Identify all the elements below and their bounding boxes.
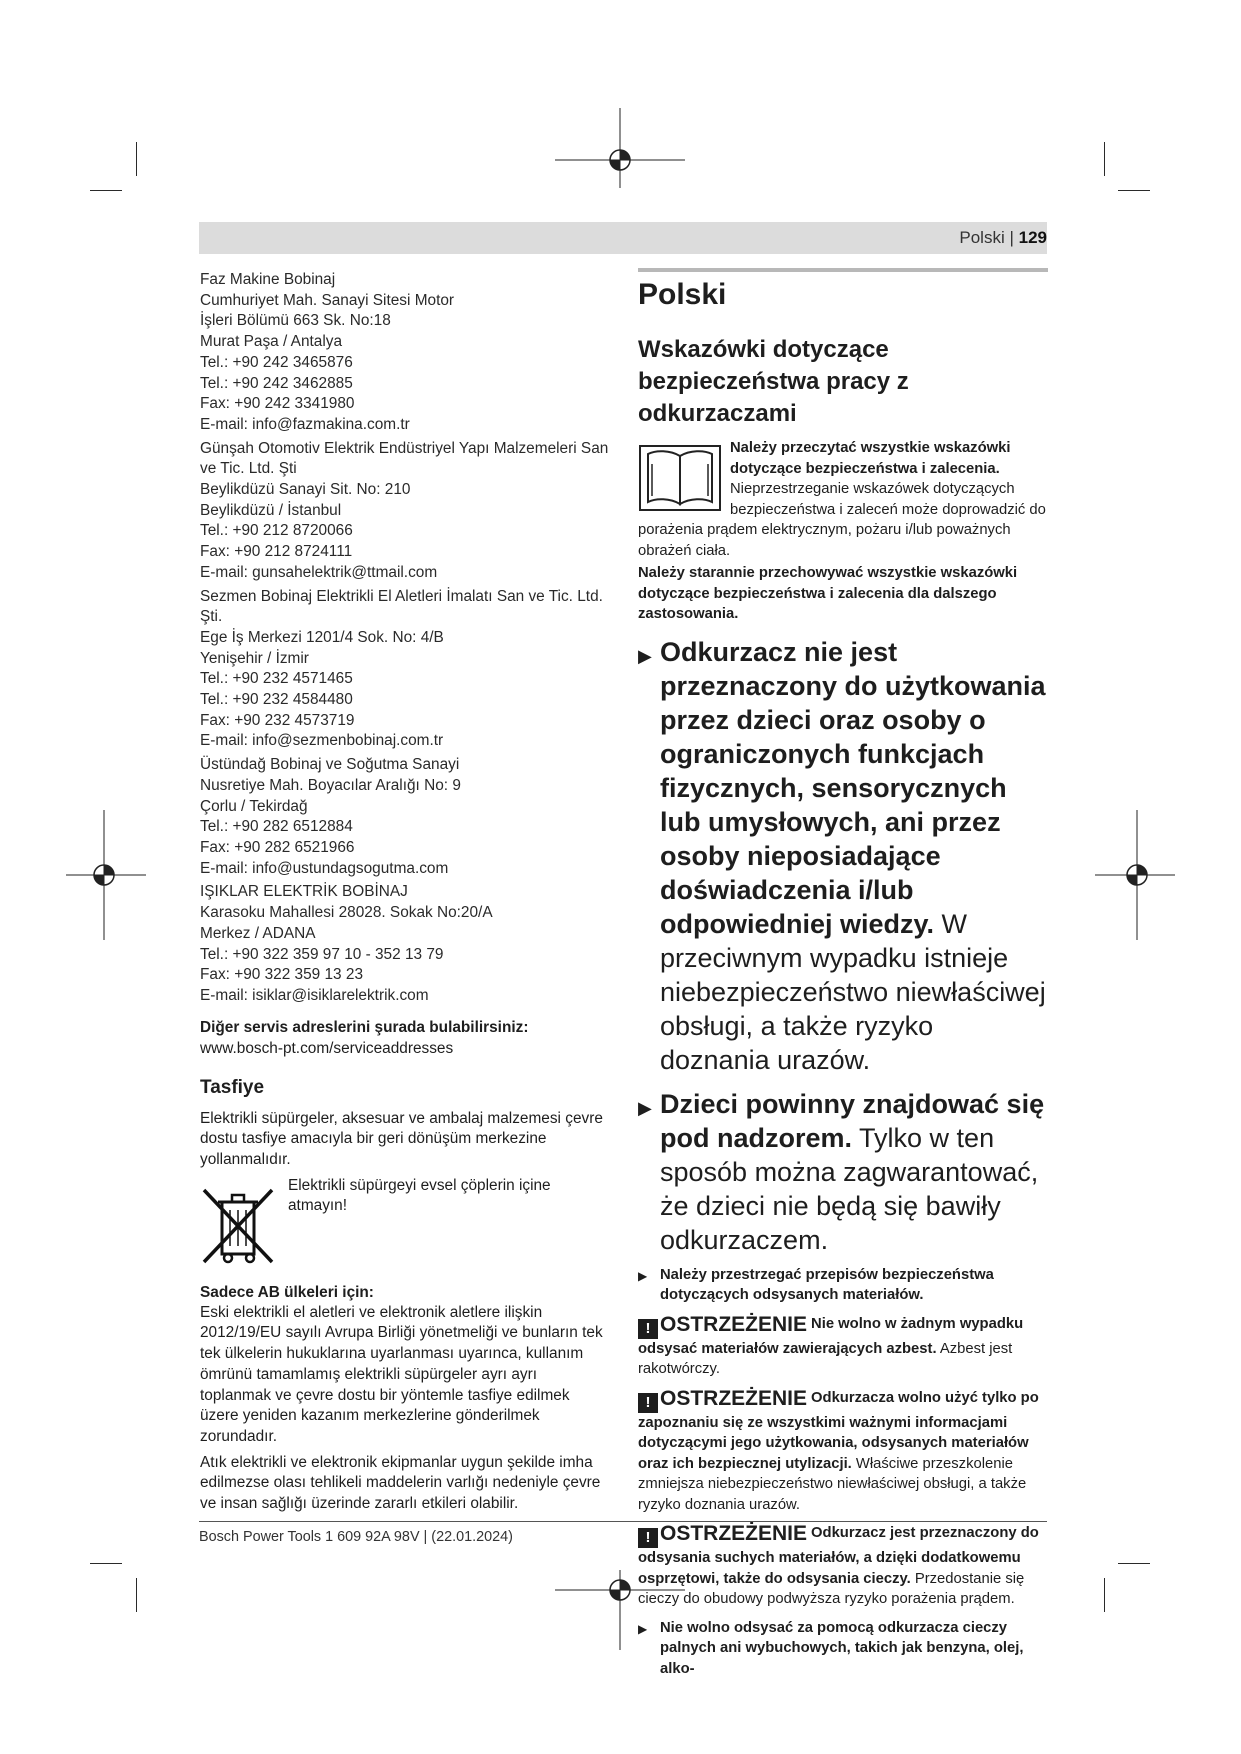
- triangle-bullet-icon: ▶: [638, 1268, 648, 1283]
- read-instructions-block: [638, 438, 1048, 561]
- crop-mark: [90, 1563, 122, 1564]
- eu-heading: Sadece AB ülkeleri için:: [200, 1283, 374, 1301]
- right-column: [638, 268, 1048, 1679]
- eu-paragraph-1: Eski elektrikli el aletleri ve elektronik aletlere ilişkin 2012/19/EU sayılı Avrupa Birliği yönetmeliği ve bunların tek tek ülkelerin hukuklarına uyarlanması uyarınca, kullanım ömrünü tamamlamış elektrikli süpürgeler ayrı ayrı toplanmak ve çevre dostu bir yöntemle tasfiye edilmek üzere yeniden kazanım merkezlerine gönderilmek zorundadır.: [200, 1303, 603, 1445]
- weee-text: Elektrikli süpürgeyi evsel çöplerin içine atmayın!: [288, 1176, 551, 1215]
- service-address-line: Fax: +90 212 8724111: [200, 543, 353, 561]
- crop-mark: [1118, 1563, 1150, 1564]
- footer-rule: [199, 1521, 1047, 1522]
- service-address-line: Ege İş Merkezi 1201/4 Sok. No: 4/B: [200, 628, 444, 646]
- service-address-block: [200, 882, 612, 1006]
- registration-mark-icon: [1095, 810, 1175, 940]
- read-manual-icon: [638, 440, 722, 516]
- safety-heading: Wskazówki dotyczące bezpieczeństwa pracy z odkurzaczami: [638, 336, 909, 427]
- service-address-line: Beylikdüzü / İstanbul: [200, 501, 342, 519]
- crop-mark: [136, 1578, 137, 1612]
- warning-badge: [638, 1523, 807, 1548]
- warning-triangle-icon: !: [638, 1319, 658, 1339]
- warning-training: [638, 1388, 1048, 1516]
- section-top-bar: [638, 268, 1048, 272]
- page-header: Polski | 129: [959, 228, 1047, 247]
- warning-triangle-icon: !: [638, 1393, 658, 1413]
- bullet-4-text: Nie wolno odsysać za pomocą odkurzacza cieczy palnych ani wybuchowych, takich jak benzyna, olej, alko-: [660, 1619, 1024, 1677]
- warning-triangle-icon: !: [638, 1528, 658, 1548]
- service-address-line: Tel.: +90 282 6512884: [200, 818, 353, 836]
- service-address-line: İşleri Bölümü 663 Sk. No:18: [200, 312, 391, 330]
- bullet-flammable-liquids: [638, 1618, 1048, 1680]
- crop-mark: [1118, 190, 1150, 191]
- service-address-block: [200, 270, 612, 436]
- service-address-line: Sezmen Bobinaj Elektrikli El Aletleri İmalatı San ve Tic. Ltd. Şti.: [200, 587, 603, 626]
- service-address-line: Faz Makine Bobinaj: [200, 271, 336, 288]
- warning-label: OSTRZEŻENIE: [660, 1312, 808, 1336]
- bullet-3-text: Należy przestrzegać przepisów bezpieczeństwa dotyczących odsysanych materiałów.: [660, 1266, 994, 1303]
- registration-mark-icon: [555, 108, 685, 188]
- service-address-line: Çorlu / Tekirdağ: [200, 797, 308, 815]
- registration-mark-icon: [66, 810, 146, 940]
- bullet-1-text: W przeciwnym wypadku istnieje niebezpieczeństwo niewłaściwej obsługi, a także ryzyko doznania urazów.: [660, 908, 1046, 1075]
- service-address-block: [200, 587, 612, 753]
- service-address-line: IŞIKLAR ELEKTRİK BOBİNAJ: [200, 883, 408, 901]
- service-address-line: Fax: +90 282 6521966: [200, 838, 355, 856]
- service-address-line: Fax: +90 232 4573719: [200, 711, 355, 729]
- service-address-line: Tel.: +90 242 3465876: [200, 353, 353, 371]
- page-number: 129: [1018, 228, 1047, 247]
- service-address-line: Beylikdüzü Sanayi Sit. No: 210: [200, 481, 411, 499]
- bullet-children-supervision: [638, 1087, 1048, 1257]
- warning-badge: [638, 1314, 807, 1339]
- triangle-bullet-icon: ▶: [638, 645, 652, 666]
- service-address-block: [200, 755, 612, 879]
- warning-3-text: Przedostanie się cieczy do obudowy podwyższa ryzyko porażenia prądem.: [638, 1570, 1025, 1607]
- service-address-line: Tel.: +90 212 8720066: [200, 522, 353, 540]
- crop-mark: [1104, 1578, 1105, 1612]
- crop-mark: [1104, 142, 1105, 176]
- left-column: [200, 270, 612, 1520]
- service-address-line: Tel.: +90 242 3462885: [200, 374, 353, 392]
- service-address-line: Fax: +90 242 3341980: [200, 395, 355, 413]
- warning-badge: [638, 1388, 807, 1413]
- service-address-line: Tel.: +90 322 359 97 10 - 352 13 79: [200, 945, 444, 963]
- service-address-line: Nusretiye Mah. Boyacılar Aralığı No: 9: [200, 776, 461, 794]
- other-service-url[interactable]: www.bosch-pt.com/serviceaddresses: [200, 1039, 454, 1057]
- service-address-line: Murat Paşa / Antalya: [200, 333, 343, 351]
- service-address-line: Tel.: +90 232 4571465: [200, 670, 353, 688]
- warning-2-bold: Odkurzacza wolno użyć tylko po zapoznaniu się ze wszystkimi ważnymi informacjami dotyczącymi jego użytkowania, odsysanych materiałów oraz ich bezpiecznej utylizacji.: [638, 1389, 1039, 1472]
- service-address-line: Tel.: +90 232 4584480: [200, 691, 353, 709]
- service-address-line: Fax: +90 322 359 13 23: [200, 966, 364, 984]
- weee-notice: [200, 1176, 612, 1272]
- eu-paragraph-2: Atık elektrikli ve elektronik ekipmanlar uygun şekilde imha edilmezse olası tehlikeli maddelerin varlığı nedeniyle çevre ve insan sağlığı üzerinde zararlı etkileri olabilir.: [200, 1453, 601, 1513]
- crossed-out-bin-icon: [200, 1186, 276, 1266]
- read-instructions-text: Nieprzestrzeganie wskazówek dotyczących bezpieczeństwa i zaleceń może doprowadzić do porażenia prądem elektrycznym, pożaru i/lub poważnych obrażeń ciała.: [638, 481, 1046, 559]
- crop-mark: [136, 142, 137, 176]
- bullet-2-bold: Dzieci powinny znajdować się pod nadzorem.: [660, 1088, 1045, 1153]
- service-address-line: Yenişehir / İzmir: [200, 649, 309, 667]
- service-address-list: [200, 270, 612, 1007]
- bullet-1-bold: Odkurzacz nie jest przeznaczony do użytkowania przez dzieci oraz osoby o ograniczonych funkcjach fizycznych, sensorycznych lub umysłowych, ani przez osoby nieposiadające doświadczenia i/lub odpowiedniej wiedzy.: [660, 636, 1046, 939]
- bullet-material-rules: [638, 1265, 1048, 1306]
- service-address-line: Cumhuriyet Mah. Sanayi Sitesi Motor: [200, 291, 455, 309]
- service-address-line: Üstündağ Bobinaj ve Soğutma Sanayi: [200, 756, 460, 774]
- triangle-bullet-icon: ▶: [638, 1097, 652, 1118]
- warning-label: OSTRZEŻENIE: [660, 1522, 808, 1545]
- disposal-paragraph: Elektrikli süpürgeler, aksesuar ve ambalaj malzemesi çevre dostu tasfiye amacıyla bir geri dönüşüm merkezine yollanmalıdır.: [200, 1109, 603, 1169]
- triangle-bullet-icon: ▶: [638, 1621, 648, 1636]
- warning-1-text: Azbest jest rakotwórczy.: [638, 1340, 1013, 1377]
- disposal-heading: Tasfiye: [200, 1076, 265, 1098]
- service-address-line: E-mail: info@sezmenbobinaj.com.tr: [200, 732, 444, 750]
- service-address-block: [200, 439, 612, 584]
- warning-liquids: [638, 1523, 1048, 1610]
- page-footer: Bosch Power Tools 1 609 92A 98V | (22.01.2024): [199, 1529, 513, 1545]
- bullet-children-restriction: [638, 635, 1048, 1077]
- warning-3-bold: Odkurzacz jest przeznaczony do odsysania suchych materiałów, a dzięki dodatkowemu osprzętowi, także do odsysania cieczy.: [638, 1525, 1039, 1587]
- service-address-line: E-mail: isiklar@isiklarelektrik.com: [200, 986, 429, 1004]
- read-instructions-bold: Należy przeczytać wszystkie wskazówki dotyczące bezpieczeństwa i zalecenia.: [730, 440, 1011, 477]
- section-name: Polski: [959, 228, 1005, 247]
- service-address-line: Günşah Otomotiv Elektrik Endüstriyel Yapı Malzemeleri San ve Tic. Ltd. Şti: [200, 439, 609, 478]
- service-address-line: Karasoku Mahallesi 28028. Sokak No:20/A: [200, 904, 493, 922]
- page-header-band: [199, 222, 1047, 254]
- warning-asbestos: [638, 1314, 1048, 1380]
- bullet-2-text: Tylko w ten sposób można zagwarantować, że dzieci nie będą się bawiły odkurzaczem.: [660, 1122, 1039, 1255]
- warning-1-bold: Nie wolno w żadnym wypadku odsysać materiałów zawierających azbest.: [638, 1315, 1024, 1357]
- crop-mark: [90, 190, 122, 191]
- service-address-line: E-mail: info@fazmakina.com.tr: [200, 415, 410, 433]
- warning-2-text: Właściwe przeszkolenie zmniejsza niebezpieczeństwo niewłaściwej obsługi, a także ryzyko doznania urazów.: [638, 1455, 1027, 1513]
- service-address-line: E-mail: gunsahelektrik@ttmail.com: [200, 563, 438, 581]
- service-address-line: Merkez / ADANA: [200, 924, 316, 942]
- other-service-label: Diğer servis adreslerini şurada bulabilirsiniz:: [200, 1018, 529, 1036]
- language-title: Polski: [638, 278, 727, 311]
- keep-instructions-note: Należy starannie przechowywać wszystkie wskazówki dotyczące bezpieczeństwa i zalecenia dla dalszego zastosowania.: [638, 565, 1018, 622]
- service-address-line: E-mail: info@ustundagsogutma.com: [200, 859, 449, 877]
- warning-label: OSTRZEŻENIE: [660, 1386, 808, 1410]
